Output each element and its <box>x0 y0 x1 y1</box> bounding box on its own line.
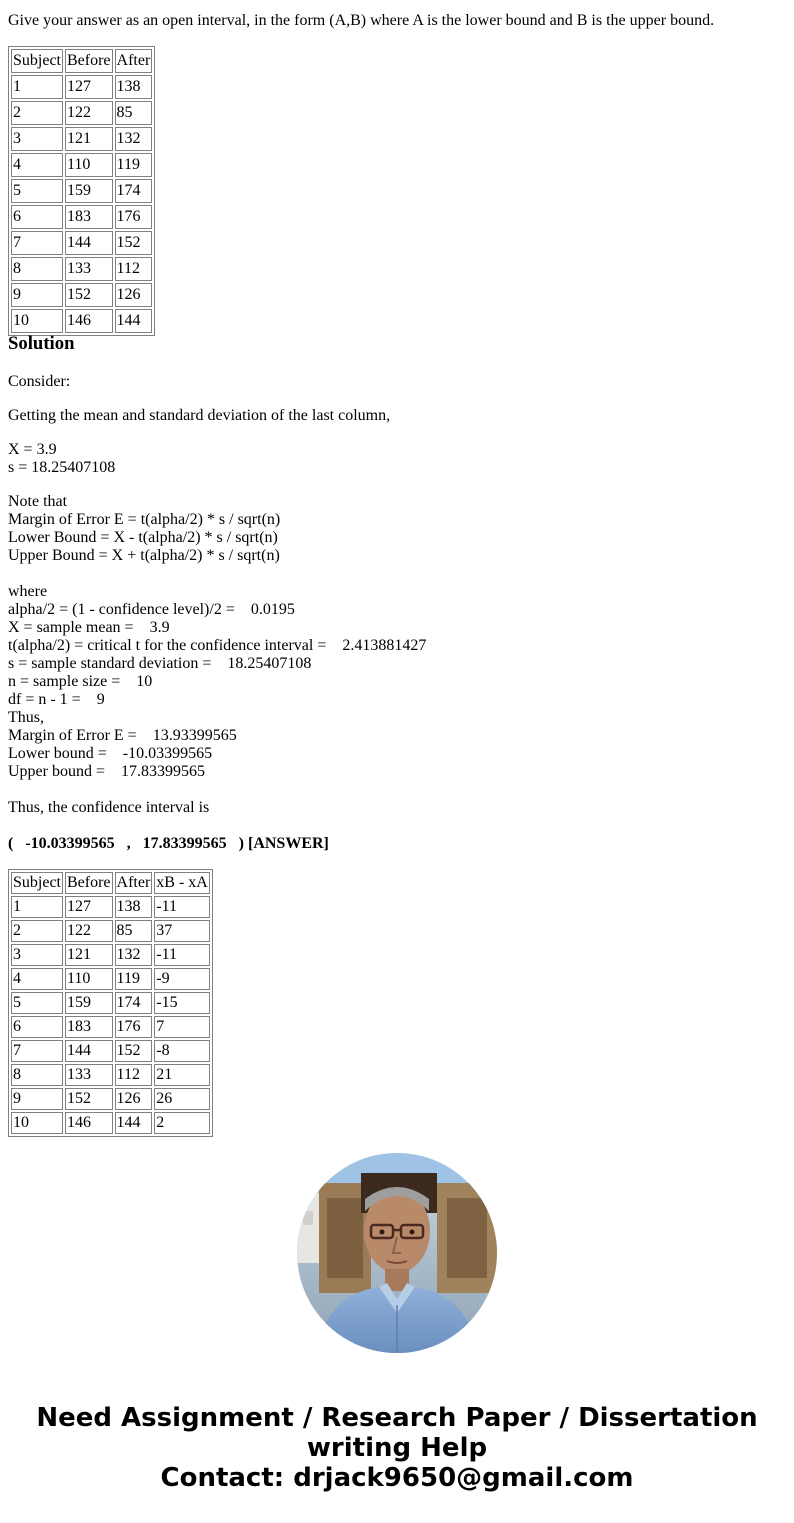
promo-line-1: Need Assignment / Research Paper / Dissertation <box>36 1403 758 1433</box>
table-cell: 1 <box>11 896 63 918</box>
table-row <box>11 101 152 125</box>
table-cell: 121 <box>65 944 113 966</box>
table-header-cell: After <box>115 49 153 73</box>
table-row <box>11 309 152 333</box>
table-cell: 126 <box>115 1088 153 1110</box>
table-cell: 152 <box>115 231 153 255</box>
ci-intro: Thus, the confidence interval is <box>8 799 210 816</box>
lower-bound-value: Lower bound = -10.03399565 <box>8 745 213 762</box>
sample-mean-line: X = sample mean = 3.9 <box>8 619 170 636</box>
df-line: df = n - 1 = 9 <box>8 691 105 708</box>
alpha-line: alpha/2 = (1 - confidence level)/2 = 0.0195 <box>8 601 295 618</box>
table-cell: 37 <box>154 920 210 942</box>
author-photo <box>297 1153 497 1353</box>
table-cell: -11 <box>154 896 210 918</box>
table-cell: 132 <box>115 944 153 966</box>
table-cell: 9 <box>11 1088 63 1110</box>
table-cell: 7 <box>11 1040 63 1062</box>
table-header-row <box>11 49 152 73</box>
table-row <box>11 231 152 255</box>
table-cell: 85 <box>115 101 153 125</box>
table-header-cell: Before <box>65 872 113 894</box>
upper-formula: Upper Bound = X + t(alpha/2) * s / sqrt(n) <box>8 547 280 564</box>
table-cell: 127 <box>65 75 113 99</box>
table-cell: 138 <box>115 75 153 99</box>
upper-bound-value: Upper bound = 17.83399565 <box>8 763 206 780</box>
table-header-cell: Before <box>65 49 113 73</box>
table-row <box>11 992 210 1014</box>
table-cell: 183 <box>65 1016 113 1038</box>
table-row <box>11 127 152 151</box>
table-row <box>11 1064 210 1086</box>
promo-banner <box>0 1403 794 1493</box>
note-that: Note that <box>8 493 68 510</box>
table-cell: 152 <box>65 283 113 307</box>
table-cell: 144 <box>65 231 113 255</box>
table-cell: 4 <box>11 153 63 177</box>
solution-heading: Solution <box>8 333 75 354</box>
lower-formula: Lower Bound = X - t(alpha/2) * s / sqrt(n) <box>8 529 278 546</box>
sd-result: s = 18.25407108 <box>8 459 116 476</box>
table-cell: 144 <box>65 1040 113 1062</box>
table-cell: 1 <box>11 75 63 99</box>
table-row <box>11 1112 210 1134</box>
table-cell: 174 <box>115 992 153 1014</box>
table-row <box>11 283 152 307</box>
table-cell: 133 <box>65 257 113 281</box>
table-cell: 146 <box>65 309 113 333</box>
table-row <box>11 944 210 966</box>
data-table <box>8 46 155 336</box>
mean-result: X = 3.9 <box>8 441 57 458</box>
table-cell: 174 <box>115 179 153 203</box>
table-cell: 10 <box>11 309 63 333</box>
table-cell: 119 <box>115 153 153 177</box>
table-row <box>11 205 152 229</box>
question-text: Give your answer as an open interval, in the form (A,B) where A is the lower bound and B is the upper bound. <box>8 12 715 29</box>
table-cell: -8 <box>154 1040 210 1062</box>
table-cell: 5 <box>11 992 63 1014</box>
table-row <box>11 153 152 177</box>
table-row <box>11 920 210 942</box>
table-cell: 10 <box>11 1112 63 1134</box>
table-cell: 85 <box>115 920 153 942</box>
sample-size-line: n = sample size = 10 <box>8 673 153 690</box>
table-cell: 3 <box>11 944 63 966</box>
margin-formula: Margin of Error E = t(alpha/2) * s / sqrt(n) <box>8 511 281 528</box>
table-cell: 4 <box>11 968 63 990</box>
table-cell: 152 <box>65 1088 113 1110</box>
table-cell: 7 <box>154 1016 210 1038</box>
table-cell: 6 <box>11 1016 63 1038</box>
table-cell: 7 <box>11 231 63 255</box>
table-cell: 127 <box>65 896 113 918</box>
answer-interval: ( -10.03399565 , 17.83399565 ) [ANSWER] <box>8 835 329 852</box>
table-row <box>11 1040 210 1062</box>
table-cell: 8 <box>11 257 63 281</box>
differences-table <box>8 869 213 1137</box>
table-cell: 110 <box>65 968 113 990</box>
table-cell: 119 <box>115 968 153 990</box>
table-cell: 5 <box>11 179 63 203</box>
table-cell: 2 <box>11 920 63 942</box>
margin-value: Margin of Error E = 13.93399565 <box>8 727 237 744</box>
table-row <box>11 896 210 918</box>
table-cell: 133 <box>65 1064 113 1086</box>
table-cell: 146 <box>65 1112 113 1134</box>
table-cell: 26 <box>154 1088 210 1110</box>
promo-contact: Contact: drjack9650@gmail.com <box>160 1463 634 1493</box>
table-cell: 159 <box>65 179 113 203</box>
where-label: where <box>8 583 48 600</box>
table-cell: 121 <box>65 127 113 151</box>
table-row <box>11 1016 210 1038</box>
table-cell: 126 <box>115 283 153 307</box>
table-cell: 183 <box>65 205 113 229</box>
table-cell: 3 <box>11 127 63 151</box>
thus-label: Thus, <box>8 709 44 726</box>
table-row <box>11 257 152 281</box>
table-header-cell: xB - xA <box>154 872 210 894</box>
table-cell: 112 <box>115 1064 153 1086</box>
table-cell: -15 <box>154 992 210 1014</box>
table-cell: 6 <box>11 205 63 229</box>
table-cell: 2 <box>154 1112 210 1134</box>
table-header-cell: Subject <box>11 49 63 73</box>
sample-sd-line: s = sample standard deviation = 18.25407108 <box>8 655 312 672</box>
table-row <box>11 75 152 99</box>
table-cell: 21 <box>154 1064 210 1086</box>
table-cell: 122 <box>65 920 113 942</box>
table-cell: 144 <box>115 309 153 333</box>
table-cell: -11 <box>154 944 210 966</box>
table-header-row <box>11 872 210 894</box>
critical-t-line: t(alpha/2) = critical t for the confidence interval = 2.413881427 <box>8 637 427 654</box>
table-cell: 8 <box>11 1064 63 1086</box>
consider-text: Consider: <box>8 373 71 390</box>
table-header-cell: After <box>115 872 153 894</box>
table-cell: 9 <box>11 283 63 307</box>
table-cell: 110 <box>65 153 113 177</box>
table-cell: 144 <box>115 1112 153 1134</box>
table-cell: 152 <box>115 1040 153 1062</box>
table-cell: 138 <box>115 896 153 918</box>
table-row <box>11 968 210 990</box>
table-cell: 176 <box>115 205 153 229</box>
table-cell: 176 <box>115 1016 153 1038</box>
table-cell: 159 <box>65 992 113 1014</box>
getting-text: Getting the mean and standard deviation of the last column, <box>8 407 391 424</box>
author-avatar <box>297 1153 497 1353</box>
table-cell: 112 <box>115 257 153 281</box>
table-cell: 122 <box>65 101 113 125</box>
table-row <box>11 179 152 203</box>
table-cell: 132 <box>115 127 153 151</box>
table-row <box>11 1088 210 1110</box>
table-header-cell: Subject <box>11 872 63 894</box>
promo-line-2: writing Help <box>306 1433 488 1463</box>
table-cell: 2 <box>11 101 63 125</box>
table-cell: -9 <box>154 968 210 990</box>
